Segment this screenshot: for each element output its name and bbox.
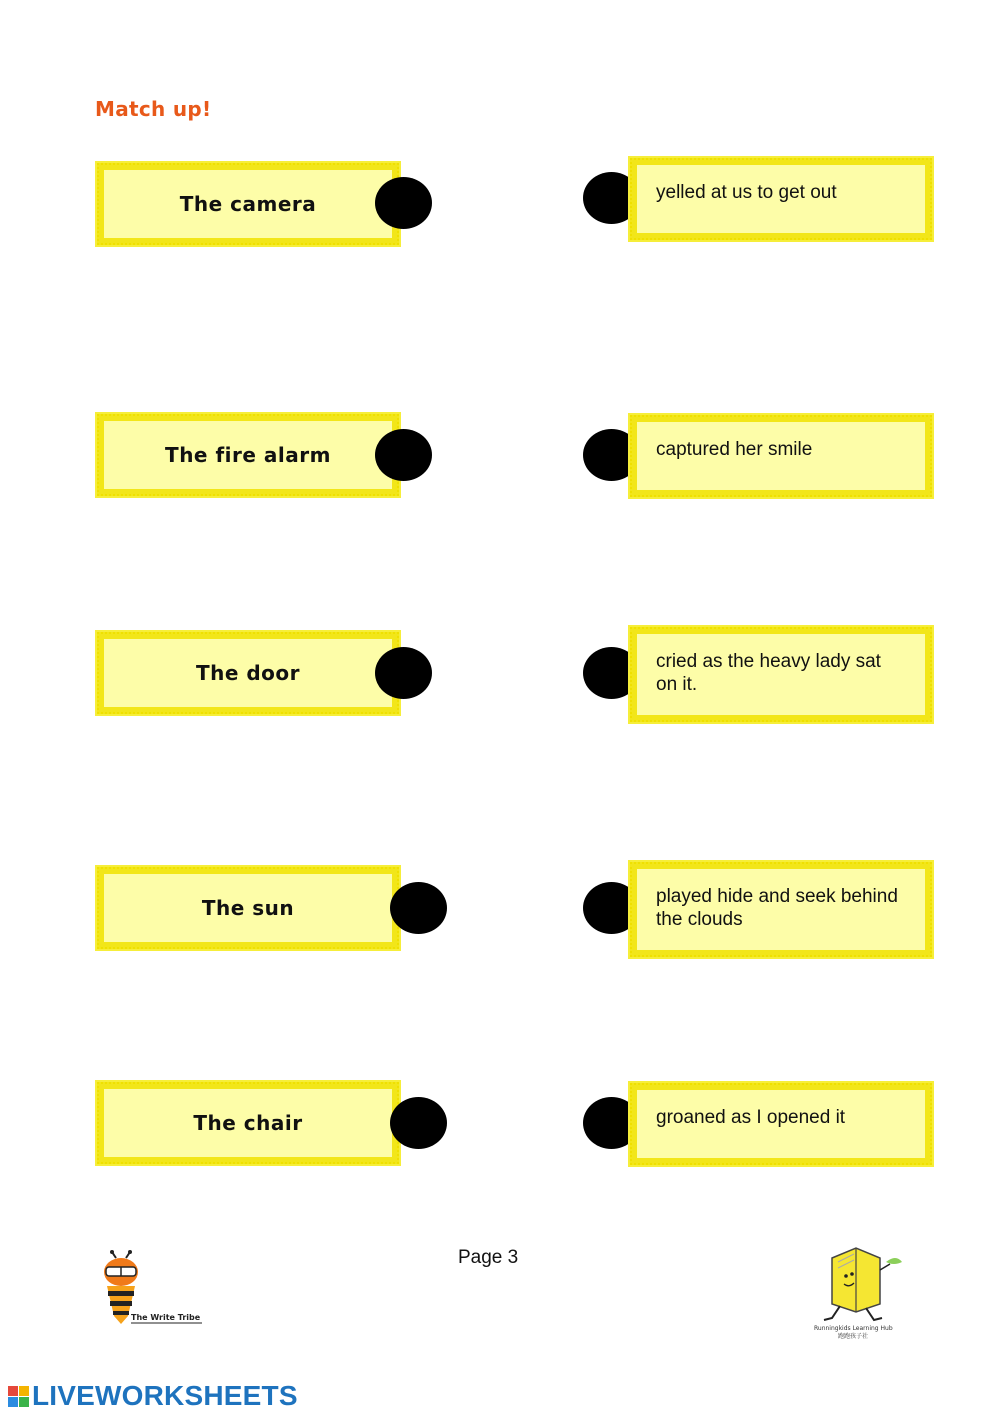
match-left-card-door [97,632,399,714]
match-left-label: The camera [179,192,317,216]
page-title: Match up! [95,97,212,121]
match-left-dot-sun[interactable] [390,882,447,934]
match-right-card-5 [630,1083,932,1165]
match-left-dot-camera[interactable] [375,177,432,229]
runningkids-logo-subtext: 跑跑孩子社 [838,1333,869,1340]
match-left-dot-chair[interactable] [390,1097,447,1149]
match-left-dot-fire-alarm[interactable] [375,429,432,481]
liveworksheets-logo-icon [8,1386,29,1407]
match-left-label: The chair [193,1111,303,1135]
match-right-label: yelled at us to get out [656,182,837,203]
match-right-label: groaned as I opened it [656,1107,846,1128]
runningkids-logo [810,1240,910,1340]
match-right-card-2 [630,415,932,497]
match-right-card-4 [630,862,932,957]
match-right-card-1 [630,158,932,240]
liveworksheets-brand-text: LIVEWORKSHEETS [32,1380,298,1411]
match-left-label: The fire alarm [165,443,331,467]
match-left-dot-door[interactable] [375,647,432,699]
page-number: Page 3 [458,1247,519,1268]
match-right-card-3 [630,627,932,722]
write-tribe-logo [98,1250,208,1330]
write-tribe-logo-text: The Write Tribe [131,1313,201,1322]
match-right-label: captured her smile [656,439,813,460]
liveworksheets-brand[interactable] [8,1381,298,1411]
match-left-card-camera [97,163,399,245]
match-left-label: The door [195,661,301,685]
match-right-label: played hide and seek behind the clouds [656,886,898,930]
match-right-label: cried as the heavy lady sat on it. [656,651,881,695]
runningkids-logo-text: Runningkids Learning Hub [814,1325,893,1332]
match-left-card-sun [97,867,399,949]
match-left-label: The sun [201,896,295,920]
match-left-card-chair [97,1082,399,1164]
match-left-card-fire-alarm [97,414,399,496]
